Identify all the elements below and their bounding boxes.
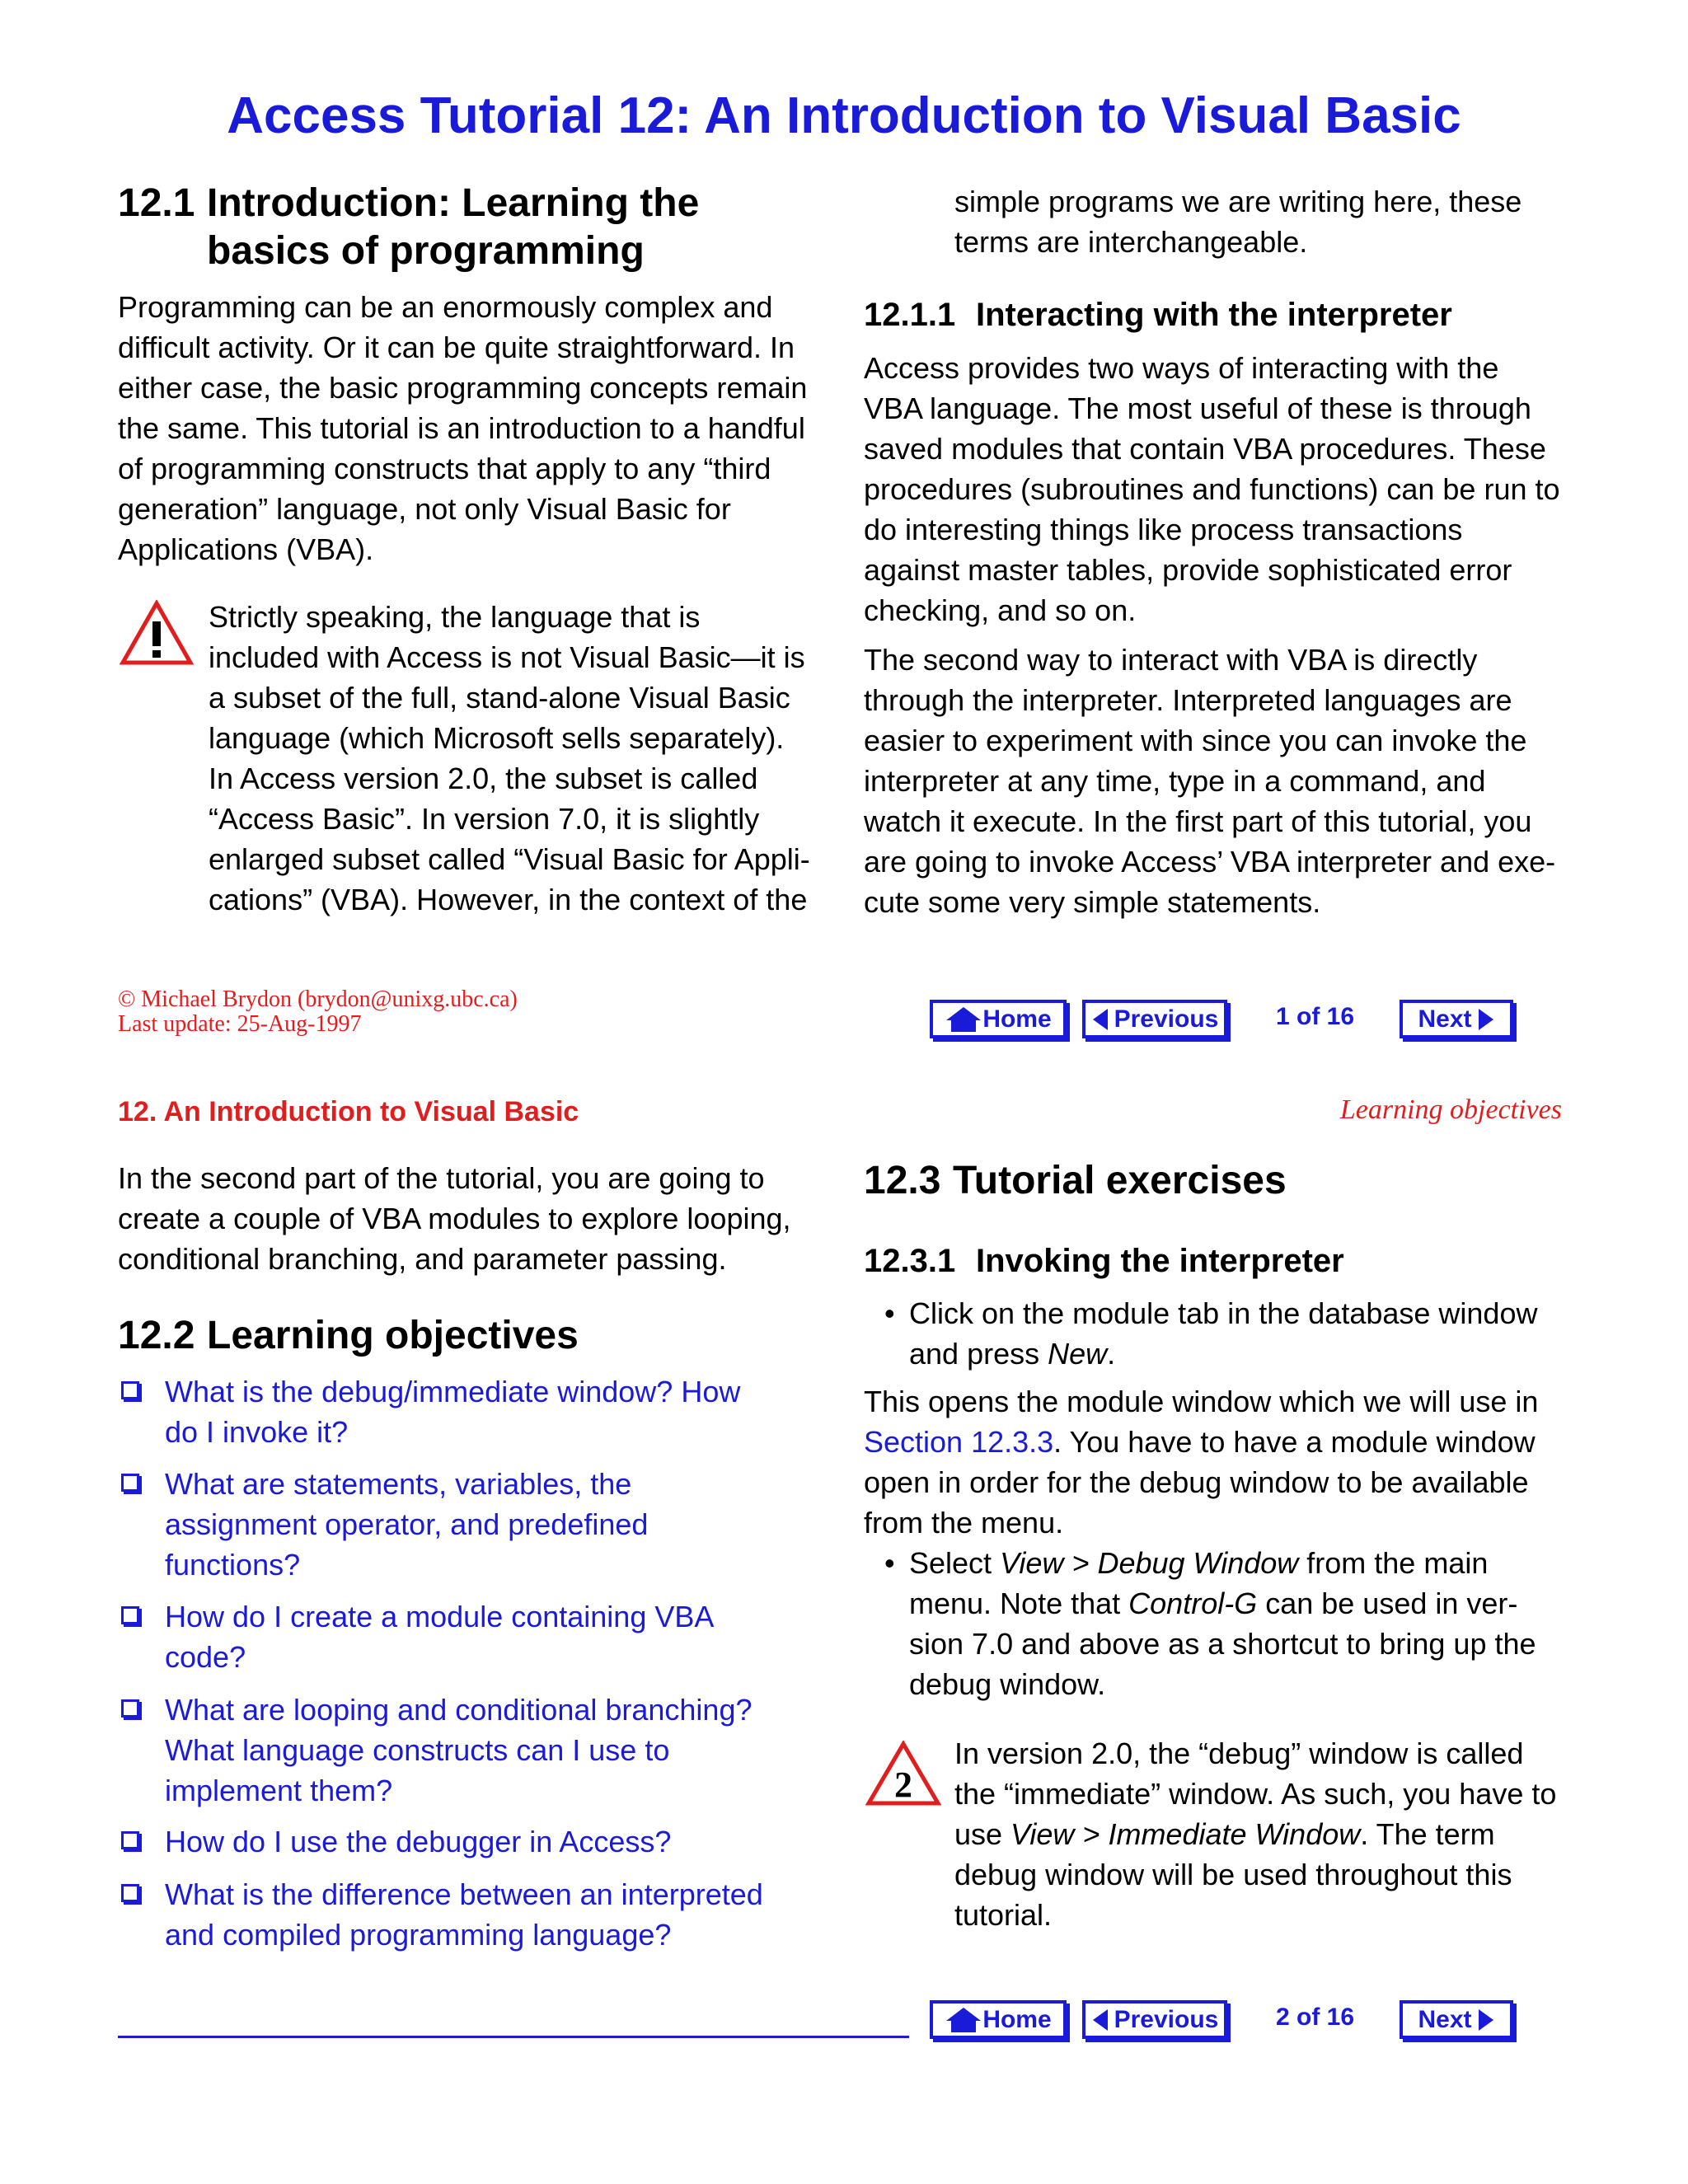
objective-item [165, 1596, 824, 1677]
section-12-1-1-heading [864, 297, 1606, 334]
text-line: procedures (subroutines and functions) can be run to [864, 472, 1560, 506]
text-line: Strictly speaking, the language that is [209, 600, 701, 634]
warning-note-continuation [954, 181, 1614, 262]
section-title: Learning objectives [207, 1314, 579, 1357]
text-line: interpreter at any time, type in a command, and [864, 764, 1486, 798]
text-line: checking, and so on. [864, 593, 1137, 627]
next-button[interactable] [1400, 1000, 1513, 1038]
text-line: code? [165, 1640, 246, 1674]
previous-button-label: Previous [1114, 2005, 1219, 2033]
home-icon [945, 1005, 982, 1033]
checkbox-icon [121, 1831, 139, 1849]
text-line: VBA language. The most useful of these is through [864, 391, 1531, 425]
text-line: What are statements, variables, the [165, 1467, 632, 1501]
version-2-icon-label: 2 [894, 1765, 912, 1805]
text-span: . You have to have a module window [1053, 1425, 1536, 1459]
text-line: In the second part of the tutorial, you are going to [118, 1161, 765, 1195]
bullet-dot: • [884, 1296, 895, 1330]
text-line: saved modules that contain VBA procedures. These [864, 432, 1546, 466]
section-number: 12.3 [864, 1159, 941, 1202]
text-line: simple programs we are writing here, these [954, 185, 1522, 218]
checkbox-icon [121, 1699, 139, 1718]
text-line: the “immediate” window. As such, you have to [954, 1777, 1557, 1811]
text-line: functions? [165, 1548, 301, 1582]
section-title: Interacting with the interpreter [976, 297, 1452, 333]
section-12-3-heading [864, 1157, 1287, 1205]
text-span: can be used in ver- [1257, 1586, 1518, 1620]
objective-item [165, 1371, 824, 1452]
objective-item [165, 1690, 824, 1811]
text-span: use [954, 1817, 1011, 1851]
footer-divider [118, 2036, 909, 2038]
text-line: are going to invoke Access’ VBA interpreter and exe- [864, 845, 1556, 879]
text-line: do interesting things like process transactions [864, 513, 1463, 546]
section-title-line1: Introduction: Learning the [207, 181, 700, 225]
section-title: Tutorial exercises [953, 1159, 1287, 1202]
section-number: 12.1.1 [864, 297, 956, 333]
emphasis-text: New [1048, 1337, 1108, 1371]
text-line: against master tables, provide sophisticated error [864, 553, 1512, 587]
text-line: create a couple of VBA modules to explore looping, [118, 1202, 791, 1235]
section-title-line2: basics of programming [207, 229, 645, 273]
triangle-left-icon [1091, 1007, 1109, 1032]
text-line [909, 1543, 1568, 1583]
previous-button-label: Previous [1114, 1005, 1219, 1033]
intro-paragraph [118, 287, 843, 569]
text-line: Applications (VBA). [118, 532, 374, 566]
text-line: do I invoke it? [165, 1415, 349, 1449]
text-span: Select [909, 1546, 1001, 1580]
checkbox-icon [121, 1884, 139, 1902]
text-span: and press [909, 1337, 1048, 1371]
home-button-label: Home [982, 1005, 1052, 1033]
checkbox-icon [121, 1606, 139, 1624]
text-span: . [1107, 1337, 1116, 1371]
previous-button[interactable] [1082, 1000, 1227, 1038]
text-line: debug window. [909, 1667, 1106, 1701]
text-line: tutorial. [954, 1898, 1053, 1932]
copyright-footer [118, 987, 518, 1037]
triangle-right-icon [1477, 2008, 1495, 2032]
bullet-item [884, 1543, 1568, 1704]
bullet-item [884, 1293, 1568, 1374]
running-header-right: Learning objectives [1339, 1094, 1562, 1125]
text-line: terms are interchangeable. [954, 225, 1308, 259]
page-title: Access Tutorial 12: An Introduction to Visual Basic [227, 87, 1461, 144]
emphasis-text: Control-G [1128, 1586, 1258, 1620]
text-line: This opens the module window which we will use in [864, 1385, 1539, 1418]
text-line: either case, the basic programming concepts remain [118, 371, 808, 405]
text-line: through the interpreter. Interpreted languages are [864, 683, 1512, 717]
home-icon [945, 2006, 982, 2034]
text-line: enlarged subset called “Visual Basic for Appli- [209, 842, 810, 876]
text-line: sion 7.0 and above as a shortcut to bring up the [909, 1627, 1536, 1661]
checkbox-icon [121, 1474, 139, 1492]
page-number: 2 of 16 [1276, 2004, 1355, 2031]
text-line: In version 2.0, the “debug” window is called [954, 1736, 1524, 1770]
text-line: “Access Basic”. In version 7.0, it is slightly [209, 802, 760, 836]
text-span: menu. Note that [909, 1586, 1129, 1620]
module-paragraph [864, 1381, 1606, 1543]
section-12-2-heading [118, 1312, 579, 1360]
text-line: debug window will be used throughout this [954, 1858, 1512, 1891]
text-line: a subset of the full, stand-alone Visual Basic [209, 681, 790, 715]
home-button[interactable] [930, 1000, 1067, 1038]
text-line: from the menu. [864, 1506, 1064, 1540]
text-line: cations” (VBA). However, in the context of the [209, 883, 808, 916]
text-line: easier to experiment with since you can invoke the [864, 724, 1527, 757]
text-line [954, 1814, 1614, 1854]
section-12-3-1-heading [864, 1243, 1344, 1280]
next-button[interactable] [1400, 2000, 1513, 2039]
section-number: 12.3.1 [864, 1243, 956, 1279]
text-line: Programming can be an enormously complex and [118, 290, 773, 324]
triangle-right-icon [1477, 1007, 1495, 1032]
text-line: difficult activity. Or it can be quite straightforward. In [118, 330, 795, 364]
home-button-label: Home [982, 2005, 1052, 2033]
text-line: conditional branching, and parameter passing. [118, 1242, 727, 1276]
text-line [909, 1583, 1568, 1624]
text-line: How do I create a module containing VBA [165, 1600, 715, 1633]
text-line: included with Access is not Visual Basic—it is [209, 640, 805, 674]
text-line: What is the difference between an interpreted [165, 1877, 763, 1911]
text-span: from the main [1298, 1546, 1489, 1580]
text-line: implement them? [165, 1774, 393, 1807]
text-line: open in order for the debug window to be available [864, 1465, 1529, 1499]
text-line: What is the debug/immediate window? How [165, 1375, 741, 1408]
text-line: What language constructs can I use to [165, 1733, 670, 1767]
text-line: How do I use the debugger in Access? [165, 1825, 672, 1858]
text-line: of programming constructs that apply to any “third [118, 452, 771, 485]
section-number: 12.2 [118, 1314, 195, 1357]
home-button[interactable] [930, 2000, 1067, 2039]
text-line: cute some very simple statements. [864, 885, 1321, 919]
text-line: the same. This tutorial is an introduction to a handful [118, 411, 805, 445]
text-line: Click on the module tab in the database window [909, 1296, 1538, 1330]
triangle-left-icon [1091, 2008, 1109, 2032]
text-span: . The term [1360, 1817, 1495, 1851]
next-button-label: Next [1418, 1005, 1472, 1033]
objective-item [165, 1874, 824, 1955]
text-line: assignment operator, and predefined [165, 1507, 649, 1541]
objective-item [165, 1464, 824, 1585]
text-line: and compiled programming language? [165, 1918, 672, 1952]
next-button-label: Next [1418, 2005, 1472, 2033]
section-12-1-heading [118, 180, 860, 275]
page2-intro-paragraph [118, 1158, 843, 1279]
text-line: What are looping and conditional branching? [165, 1693, 753, 1727]
section-title: Invoking the interpreter [976, 1243, 1344, 1279]
text-line: watch it execute. In the first part of this tutorial, you [864, 804, 1532, 838]
section-number: 12.1 [118, 181, 195, 225]
emphasis-text: View > Immediate Window [1010, 1817, 1361, 1851]
text-line: generation” language, not only Visual Basic for [118, 492, 731, 526]
interpreter-paragraph-1 [864, 348, 1606, 630]
warning-icon [120, 600, 194, 666]
copyright-text: © Michael Brydon (brydon@unixg.ubc.ca) [118, 987, 518, 1012]
running-header-left: 12. An Introduction to Visual Basic [118, 1096, 579, 1127]
text-line: language (which Microsoft sells separately). [209, 721, 785, 755]
previous-button[interactable] [1082, 2000, 1227, 2039]
objective-item [165, 1821, 824, 1862]
section-link[interactable]: Section 12.3.3 [864, 1425, 1054, 1459]
text-line [864, 1422, 1606, 1462]
warning-note [209, 597, 851, 920]
bullet-dot: • [884, 1546, 895, 1580]
checkbox-icon [121, 1381, 139, 1399]
text-line [909, 1333, 1568, 1374]
version-2-icon [865, 1741, 941, 1807]
text-line: Access provides two ways of interacting with the [864, 351, 1499, 385]
last-update-text: Last update: 25-Aug-1997 [118, 1011, 362, 1037]
text-line: In Access version 2.0, the subset is called [209, 762, 758, 795]
interpreter-paragraph-2 [864, 640, 1606, 922]
text-line: The second way to interact with VBA is directly [864, 643, 1478, 677]
page-number: 1 of 16 [1276, 1003, 1355, 1030]
emphasis-text: View > Debug Window [1000, 1546, 1299, 1580]
version-note [954, 1733, 1614, 1935]
